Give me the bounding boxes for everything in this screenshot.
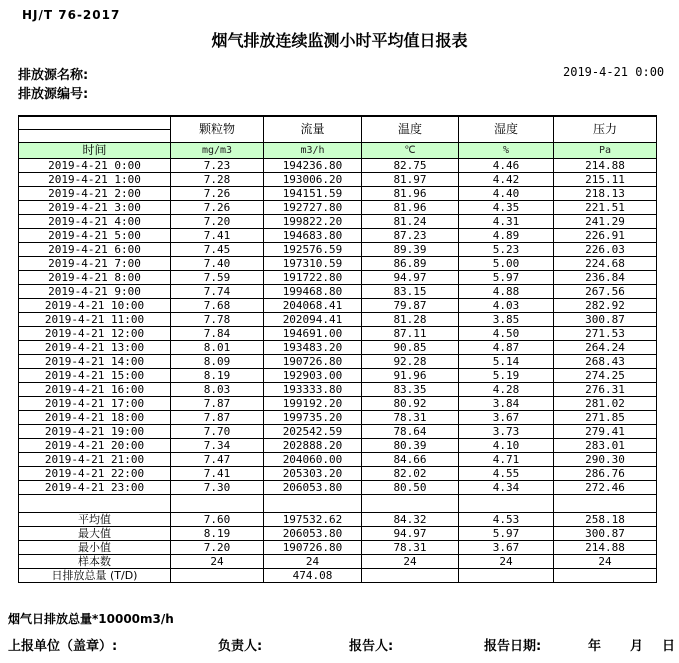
value-cell: 268.43: [554, 354, 657, 368]
time-cell: 2019-4-21 5:00: [19, 228, 171, 242]
summary-value-cell: 78.31: [362, 540, 459, 554]
value-cell: 194236.80: [264, 158, 362, 172]
time-cell: 2019-4-21 9:00: [19, 284, 171, 298]
summary-value-cell: 7.20: [171, 540, 264, 554]
empty-cell: [554, 494, 657, 512]
value-cell: 87.11: [362, 326, 459, 340]
header-empty-cell: [19, 129, 171, 142]
value-cell: 226.03: [554, 242, 657, 256]
value-cell: 7.40: [171, 256, 264, 270]
value-cell: 241.29: [554, 214, 657, 228]
value-cell: 199822.20: [264, 214, 362, 228]
table-row: [19, 326, 657, 340]
value-cell: 4.50: [459, 326, 554, 340]
time-cell: 2019-4-21 3:00: [19, 200, 171, 214]
time-cell: 2019-4-21 4:00: [19, 214, 171, 228]
value-cell: 82.02: [362, 466, 459, 480]
value-cell: 226.91: [554, 228, 657, 242]
value-cell: 8.19: [171, 368, 264, 382]
value-cell: 7.30: [171, 480, 264, 494]
value-cell: 202888.20: [264, 438, 362, 452]
value-cell: 7.26: [171, 200, 264, 214]
summary-label-cell: 最大值: [19, 526, 171, 540]
table-row: [19, 256, 657, 270]
time-cell: 2019-4-21 6:00: [19, 242, 171, 256]
summary-value-cell: 258.18: [554, 512, 657, 526]
value-cell: 7.70: [171, 424, 264, 438]
summary-row: [19, 512, 657, 526]
value-cell: 7.28: [171, 172, 264, 186]
value-cell: 7.23: [171, 158, 264, 172]
value-cell: 90.85: [362, 340, 459, 354]
summary-value-cell: 206053.80: [264, 526, 362, 540]
summary-value-cell: 214.88: [554, 540, 657, 554]
value-cell: 81.28: [362, 312, 459, 326]
table-row: [19, 452, 657, 466]
time-cell: 2019-4-21 11:00: [19, 312, 171, 326]
empty-cell: [19, 494, 171, 512]
report-datetime: 2019-4-21 0:00: [563, 65, 665, 79]
table-row: [19, 270, 657, 284]
value-cell: 89.39: [362, 242, 459, 256]
unit-flow: m3/h: [264, 142, 362, 158]
table-row: [19, 172, 657, 186]
value-cell: 204060.00: [264, 452, 362, 466]
table-row: [19, 312, 657, 326]
month-label: 月: [630, 639, 644, 654]
value-cell: 4.31: [459, 214, 554, 228]
table-row: [19, 410, 657, 424]
time-cell: 2019-4-21 21:00: [19, 452, 171, 466]
time-cell: 2019-4-21 22:00: [19, 466, 171, 480]
total-emission-note: 烟气日排放总量*10000m3/h: [8, 612, 174, 626]
value-cell: 8.01: [171, 340, 264, 354]
table-row: [19, 396, 657, 410]
reporter-label: 报告人:: [349, 639, 394, 654]
value-cell: 290.30: [554, 452, 657, 466]
value-cell: 204068.41: [264, 298, 362, 312]
value-cell: 81.96: [362, 186, 459, 200]
value-cell: 83.15: [362, 284, 459, 298]
col-header-pressure: 压力: [554, 116, 657, 142]
value-cell: 3.85: [459, 312, 554, 326]
summary-value-cell: 24: [171, 554, 264, 568]
value-cell: 7.74: [171, 284, 264, 298]
table-row: [19, 340, 657, 354]
value-cell: 279.41: [554, 424, 657, 438]
unit-row: [19, 142, 657, 158]
time-cell: 2019-4-21 13:00: [19, 340, 171, 354]
value-cell: 7.41: [171, 228, 264, 242]
value-cell: 214.88: [554, 158, 657, 172]
summary-value-cell: [171, 568, 264, 582]
value-cell: 194151.59: [264, 186, 362, 200]
summary-row: [19, 526, 657, 540]
table-body: [19, 158, 657, 582]
summary-label-cell: 平均值: [19, 512, 171, 526]
value-cell: 79.87: [362, 298, 459, 312]
value-cell: 80.39: [362, 438, 459, 452]
source-code-label: 排放源编号:: [18, 87, 89, 102]
value-cell: 267.56: [554, 284, 657, 298]
value-cell: 78.31: [362, 410, 459, 424]
value-cell: 221.51: [554, 200, 657, 214]
unit-humidity: %: [459, 142, 554, 158]
header-row-top: [19, 116, 657, 129]
time-cell: 2019-4-21 2:00: [19, 186, 171, 200]
table-row: [19, 284, 657, 298]
value-cell: 264.24: [554, 340, 657, 354]
time-column-header: 时间: [19, 142, 171, 158]
summary-value-cell: 5.97: [459, 526, 554, 540]
value-cell: 5.14: [459, 354, 554, 368]
table-row: [19, 382, 657, 396]
time-cell: 2019-4-21 23:00: [19, 480, 171, 494]
value-cell: 8.09: [171, 354, 264, 368]
value-cell: 8.03: [171, 382, 264, 396]
value-cell: 199468.80: [264, 284, 362, 298]
value-cell: 7.68: [171, 298, 264, 312]
value-cell: 190726.80: [264, 354, 362, 368]
time-cell: 2019-4-21 20:00: [19, 438, 171, 452]
unit-temperature: ℃: [362, 142, 459, 158]
table-row: [19, 158, 657, 172]
empty-cell: [171, 494, 264, 512]
value-cell: 4.55: [459, 466, 554, 480]
summary-label-cell: 最小值: [19, 540, 171, 554]
summary-value-cell: 197532.62: [264, 512, 362, 526]
value-cell: 7.87: [171, 396, 264, 410]
summary-value-cell: 3.67: [459, 540, 554, 554]
value-cell: 4.40: [459, 186, 554, 200]
summary-value-cell: 8.19: [171, 526, 264, 540]
value-cell: 282.92: [554, 298, 657, 312]
responsible-person-label: 负责人:: [218, 639, 263, 654]
value-cell: 5.19: [459, 368, 554, 382]
value-cell: 300.87: [554, 312, 657, 326]
summary-value-cell: [362, 568, 459, 582]
table-row: [19, 424, 657, 438]
report-date-label: 报告日期:: [484, 639, 542, 654]
summary-value-cell: 24: [554, 554, 657, 568]
time-cell: 2019-4-21 10:00: [19, 298, 171, 312]
value-cell: 272.46: [554, 480, 657, 494]
time-cell: 2019-4-21 1:00: [19, 172, 171, 186]
value-cell: 4.10: [459, 438, 554, 452]
summary-value-cell: 7.60: [171, 512, 264, 526]
summary-value-cell: 24: [362, 554, 459, 568]
value-cell: 4.46: [459, 158, 554, 172]
value-cell: 215.11: [554, 172, 657, 186]
report-unit-label: 上报单位（盖章）:: [8, 639, 118, 654]
time-cell: 2019-4-21 19:00: [19, 424, 171, 438]
value-cell: 7.34: [171, 438, 264, 452]
value-cell: 91.96: [362, 368, 459, 382]
report-table: [18, 115, 657, 583]
value-cell: 4.89: [459, 228, 554, 242]
value-cell: 81.97: [362, 172, 459, 186]
time-cell: 2019-4-21 8:00: [19, 270, 171, 284]
value-cell: 94.97: [362, 270, 459, 284]
value-cell: 202542.59: [264, 424, 362, 438]
value-cell: 80.50: [362, 480, 459, 494]
table-row: [19, 186, 657, 200]
time-cell: 2019-4-21 14:00: [19, 354, 171, 368]
value-cell: 7.45: [171, 242, 264, 256]
page-title: 烟气排放连续监测小时平均值日报表: [211, 31, 468, 50]
value-cell: 3.67: [459, 410, 554, 424]
table-row: [19, 466, 657, 480]
value-cell: 191722.80: [264, 270, 362, 284]
value-cell: 286.76: [554, 466, 657, 480]
summary-value-cell: [459, 568, 554, 582]
summary-row: [19, 540, 657, 554]
summary-row: [19, 568, 657, 582]
value-cell: 82.75: [362, 158, 459, 172]
value-cell: 4.28: [459, 382, 554, 396]
value-cell: 194683.80: [264, 228, 362, 242]
value-cell: 283.01: [554, 438, 657, 452]
table-row: [19, 228, 657, 242]
header-empty-cell: [19, 116, 171, 129]
col-header-humidity: 湿度: [459, 116, 554, 142]
table-row: [19, 298, 657, 312]
value-cell: 81.96: [362, 200, 459, 214]
value-cell: 192903.00: [264, 368, 362, 382]
value-cell: 4.03: [459, 298, 554, 312]
standard-code: HJ/T 76-2017: [22, 8, 121, 22]
summary-value-cell: 190726.80: [264, 540, 362, 554]
value-cell: 206053.80: [264, 480, 362, 494]
unit-particulate: mg/m3: [171, 142, 264, 158]
empty-cell: [264, 494, 362, 512]
summary-value-cell: 84.32: [362, 512, 459, 526]
value-cell: 4.34: [459, 480, 554, 494]
value-cell: 199735.20: [264, 410, 362, 424]
value-cell: 7.41: [171, 466, 264, 480]
summary-value-cell: 24: [264, 554, 362, 568]
value-cell: 87.23: [362, 228, 459, 242]
time-cell: 2019-4-21 0:00: [19, 158, 171, 172]
summary-row: [19, 554, 657, 568]
value-cell: 192727.80: [264, 200, 362, 214]
value-cell: 7.20: [171, 214, 264, 228]
table-row: [19, 480, 657, 494]
table-row: [19, 438, 657, 452]
value-cell: 194691.00: [264, 326, 362, 340]
time-cell: 2019-4-21 17:00: [19, 396, 171, 410]
table-row: [19, 242, 657, 256]
value-cell: 202094.41: [264, 312, 362, 326]
value-cell: 86.89: [362, 256, 459, 270]
value-cell: 5.00: [459, 256, 554, 270]
value-cell: 3.73: [459, 424, 554, 438]
value-cell: 4.35: [459, 200, 554, 214]
col-header-temperature: 温度: [362, 116, 459, 142]
value-cell: 4.87: [459, 340, 554, 354]
value-cell: 5.97: [459, 270, 554, 284]
value-cell: 7.78: [171, 312, 264, 326]
value-cell: 84.66: [362, 452, 459, 466]
value-cell: 78.64: [362, 424, 459, 438]
value-cell: 83.35: [362, 382, 459, 396]
spacer-row: [19, 494, 657, 512]
value-cell: 205303.20: [264, 466, 362, 480]
time-cell: 2019-4-21 7:00: [19, 256, 171, 270]
summary-value-cell: 24: [459, 554, 554, 568]
value-cell: 192576.59: [264, 242, 362, 256]
value-cell: 7.26: [171, 186, 264, 200]
value-cell: 7.59: [171, 270, 264, 284]
value-cell: 80.92: [362, 396, 459, 410]
value-cell: 276.31: [554, 382, 657, 396]
summary-label-cell: 样本数: [19, 554, 171, 568]
time-cell: 2019-4-21 16:00: [19, 382, 171, 396]
empty-cell: [459, 494, 554, 512]
year-label: 年: [588, 639, 602, 654]
value-cell: 236.84: [554, 270, 657, 284]
value-cell: 197310.59: [264, 256, 362, 270]
unit-pressure: Pa: [554, 142, 657, 158]
table-row: [19, 368, 657, 382]
value-cell: 92.28: [362, 354, 459, 368]
value-cell: 4.88: [459, 284, 554, 298]
value-cell: 193006.20: [264, 172, 362, 186]
value-cell: 3.84: [459, 396, 554, 410]
value-cell: 4.71: [459, 452, 554, 466]
summary-value-cell: 474.08: [264, 568, 362, 582]
value-cell: 5.23: [459, 242, 554, 256]
table-row: [19, 200, 657, 214]
value-cell: 193483.20: [264, 340, 362, 354]
summary-value-cell: [554, 568, 657, 582]
summary-value-cell: 4.53: [459, 512, 554, 526]
value-cell: 7.84: [171, 326, 264, 340]
time-cell: 2019-4-21 18:00: [19, 410, 171, 424]
day-label: 日: [662, 639, 676, 654]
summary-value-cell: 300.87: [554, 526, 657, 540]
col-header-particulate: 颗粒物: [171, 116, 264, 142]
time-cell: 2019-4-21 12:00: [19, 326, 171, 340]
value-cell: 199192.20: [264, 396, 362, 410]
value-cell: 81.24: [362, 214, 459, 228]
value-cell: 281.02: [554, 396, 657, 410]
source-name-label: 排放源名称:: [18, 68, 89, 83]
value-cell: 7.87: [171, 410, 264, 424]
value-cell: 271.53: [554, 326, 657, 340]
value-cell: 271.85: [554, 410, 657, 424]
table-row: [19, 214, 657, 228]
col-header-flow: 流量: [264, 116, 362, 142]
value-cell: 4.42: [459, 172, 554, 186]
summary-value-cell: 94.97: [362, 526, 459, 540]
time-cell: 2019-4-21 15:00: [19, 368, 171, 382]
empty-cell: [362, 494, 459, 512]
value-cell: 7.47: [171, 452, 264, 466]
value-cell: 193333.80: [264, 382, 362, 396]
summary-label-cell: 日排放总量 (T/D): [19, 568, 171, 582]
value-cell: 224.68: [554, 256, 657, 270]
value-cell: 274.25: [554, 368, 657, 382]
value-cell: 218.13: [554, 186, 657, 200]
table-row: [19, 354, 657, 368]
